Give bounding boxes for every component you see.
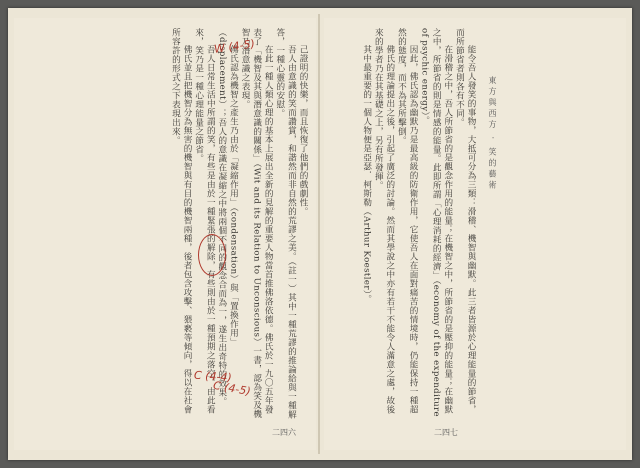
left-page-text <box>22 28 308 420</box>
red-circle-mark <box>198 234 226 276</box>
paragraph: 能令吾人發笑的事物，大抵可分為三類：滑稽、機智與幽默。此三者皆源於心理能量的節省，而所節省者則各有不同。 <box>454 28 476 415</box>
paragraph: 吾人日常生活中所謂的笑，有些是由於一種緊張的解除，有些則由於一種預期之落空。由此看來，笑乃是一種心理能量之節省。 <box>193 28 216 415</box>
paragraph: 在滑稽之中，吾人所節省的是觀念作用的能量；在機智之中，所節省的是壓抑的能量；在幽默之中，所節省的則是情感的能量。此即所謂「心理消耗的經濟」（economy of the expenditure of psychic energy）。 <box>419 28 453 417</box>
paragraph: 佛氏認為機智之產生乃由於「凝縮作用」（condensation）與「置換作用」（displacement）；吾人的意識在凝縮之中將兩個不同的觀念合而為一，遂生出奇特的效果。 <box>216 28 239 406</box>
paragraph: 佛氏的理論提出之後，引起了廣泛的討論。然而其學說之中亦有若干不能令人滿意之處，故後來的學者乃在其基礎之上，另有所發揮。 <box>373 28 395 415</box>
left-page <box>14 18 316 450</box>
handwritten-note-top: W (4-5) <box>213 37 256 56</box>
paragraph: 其中最重要的一個人物便是亞瑟．柯斯勒（Arthur Koestler）。 <box>361 45 372 304</box>
page-number-left: 二四六 <box>272 428 296 437</box>
document-sheet <box>8 8 632 460</box>
page-number-right: 二四七 <box>434 428 458 437</box>
handwritten-note-bottom-1: C (4-4) <box>193 368 233 385</box>
chapter-title: 笑的藝術 <box>488 147 497 192</box>
paragraph: 佛氏並且把機智分為無害的機智與有目的機智兩種，後者包含攻擊、猥褻等傾向，得以在社會所容許的形式之下表現出來。 <box>170 28 193 415</box>
page-fold-divider <box>318 14 320 454</box>
book-title: 東方與西方 <box>488 76 497 131</box>
paragraph: 吾人由意識的笑而讚賞，和諧然而非自然的荒謬之美。（註一）其中一種荒謬的推論給與一種解答，一種心靈的安慰。 <box>274 28 297 419</box>
right-page <box>324 18 626 450</box>
paragraph: 在此一種人類心理的基本上展出全新的見解的重要人物當首推佛洛依德。佛氏於一九〇五年發表了「機智及其與潛意識的關係」（Wit and its Relation to Unconscious）一書，認為笑及機智乃潛意識之表現。 <box>240 28 274 419</box>
running-header: 東方與西方 · 笑的藝術 <box>488 76 497 192</box>
paragraph: 因此，佛氏認為幽默乃是最高級的防衛作用，它使吾人在面對痛苦的情境時，仍能保持一種超然的態度，而不為其所擊倒。 <box>396 28 419 415</box>
handwritten-note-bottom-2: C (4-5) <box>212 378 252 399</box>
right-page-text <box>332 28 476 420</box>
paragraph: 己證明的快樂，而且恢復了他們的戲劇性。 <box>298 45 308 217</box>
